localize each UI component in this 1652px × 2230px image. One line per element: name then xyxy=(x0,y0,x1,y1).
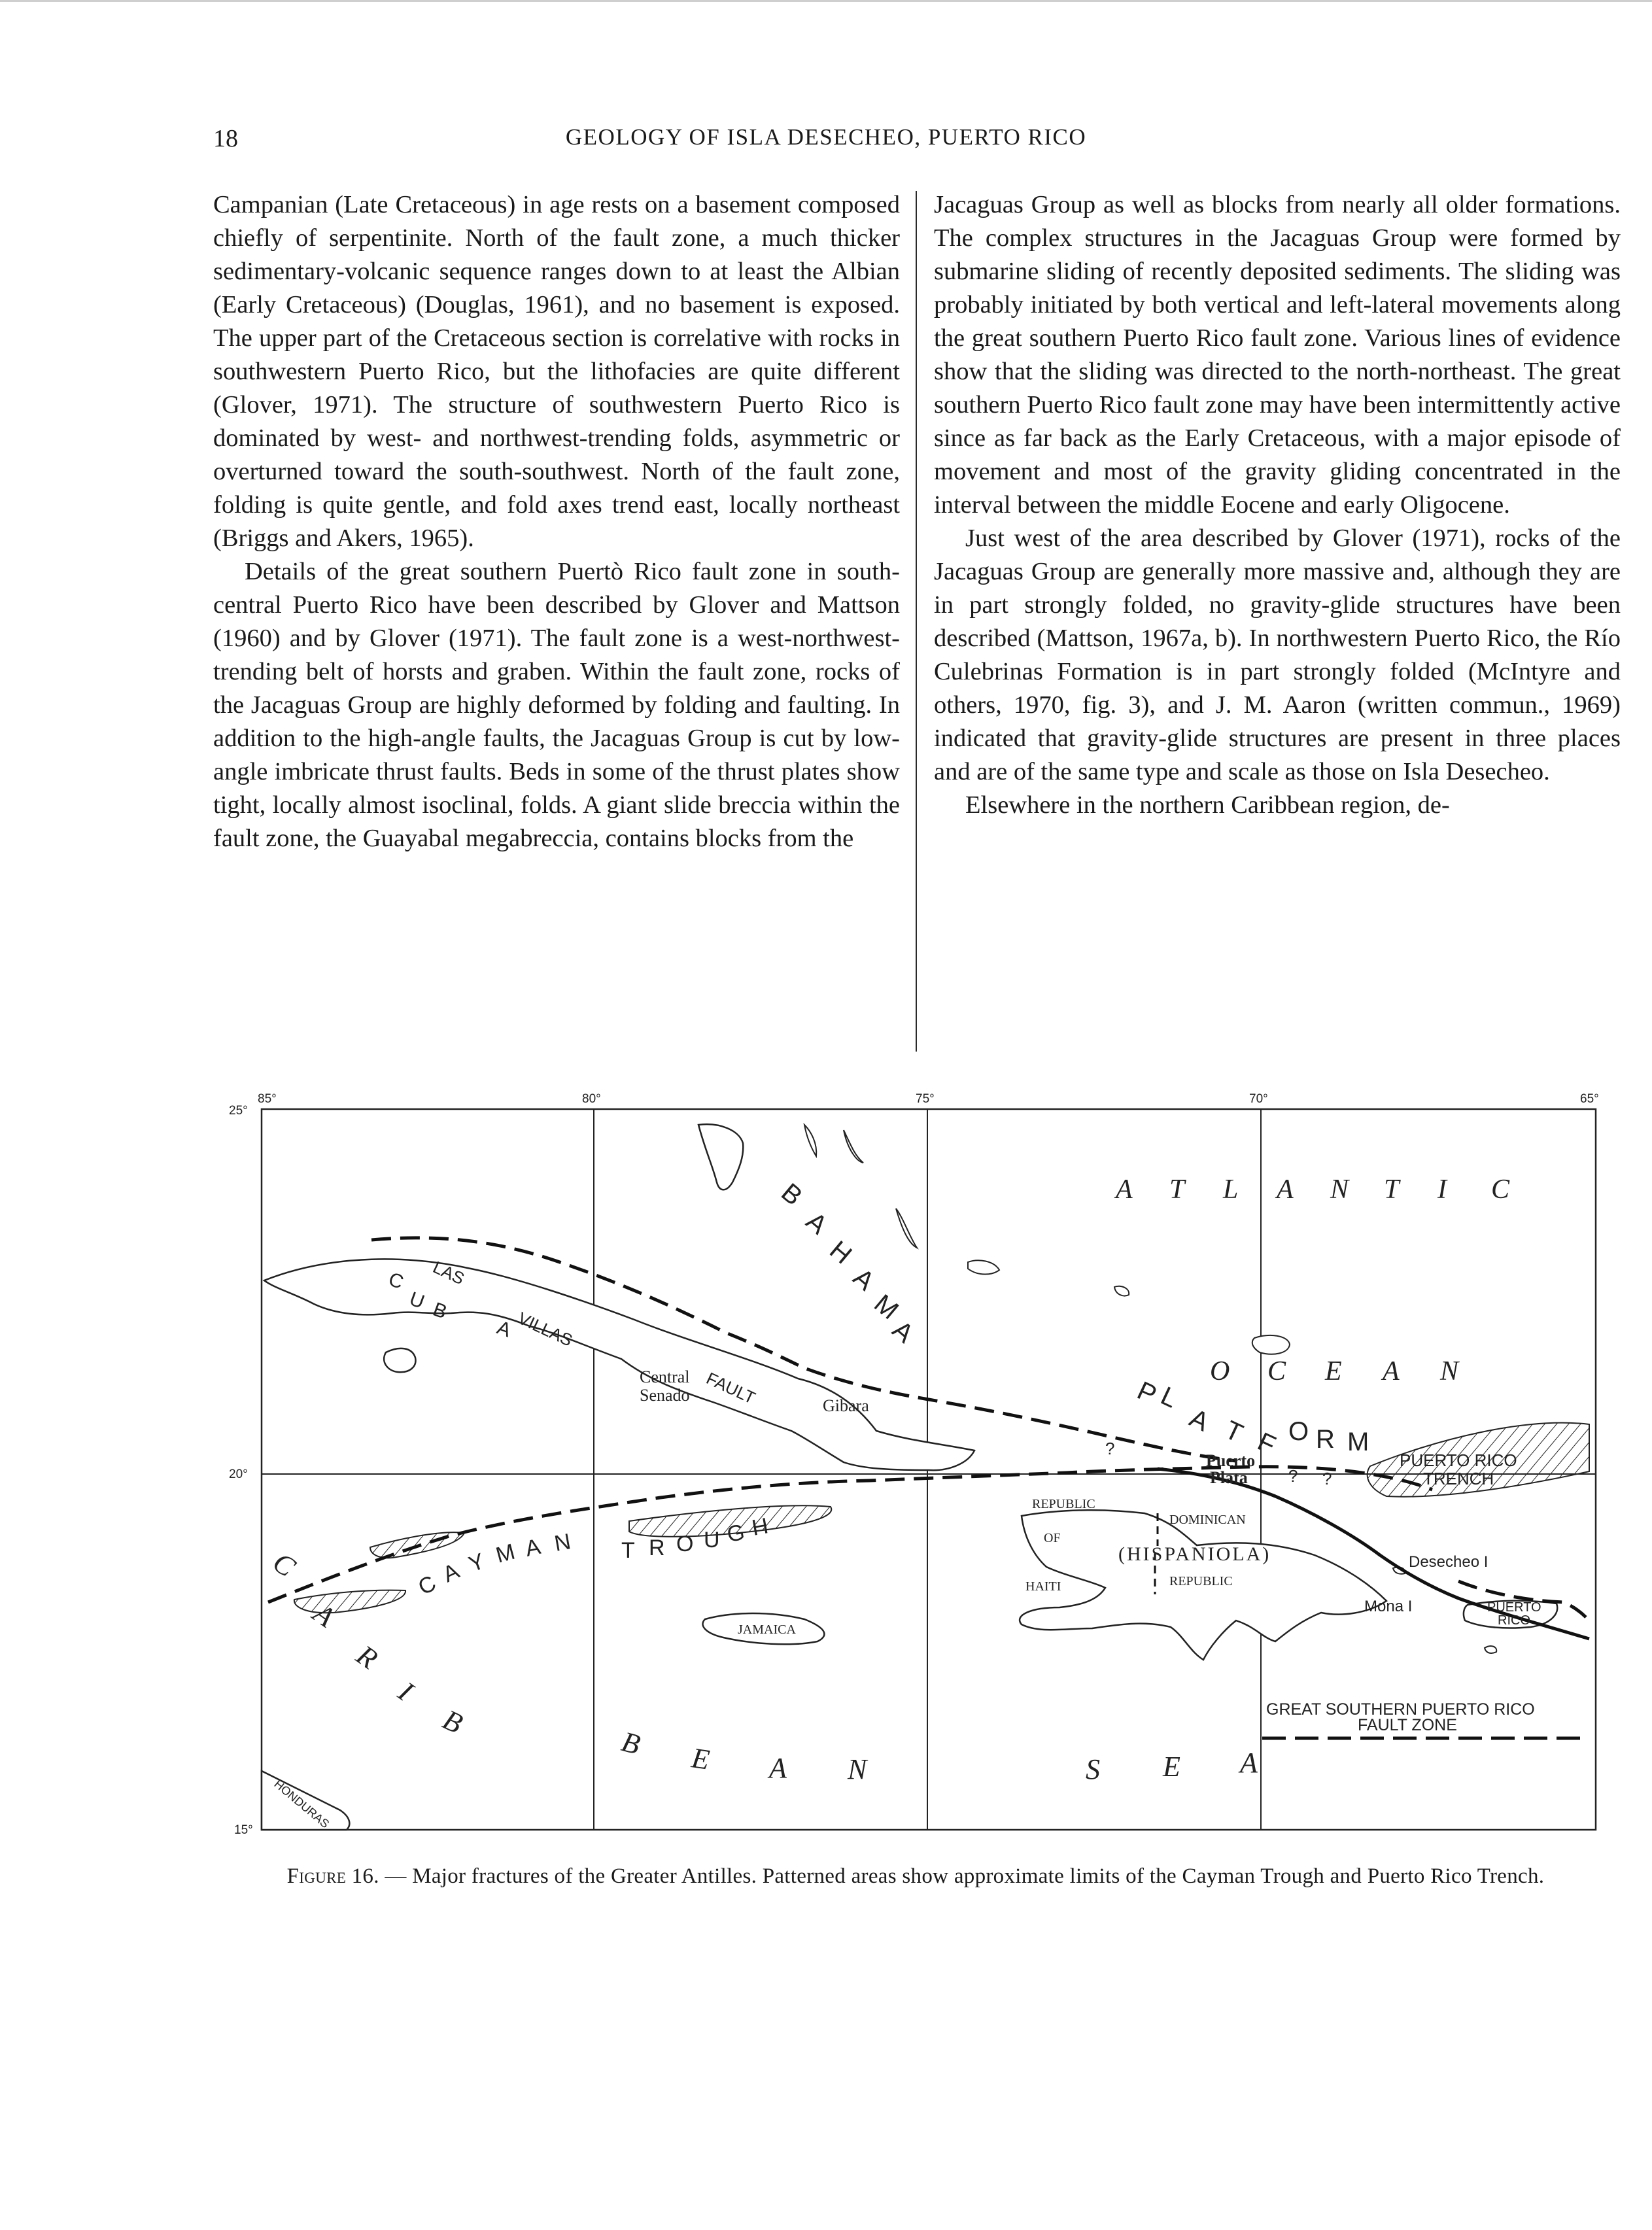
atlantic-letter-c: C xyxy=(1491,1175,1510,1205)
mona-island xyxy=(1485,1646,1496,1653)
puerto-rico-label-2: RICO xyxy=(1498,1613,1530,1628)
atlantic-letter-l: L xyxy=(1223,1175,1239,1205)
caribbean-letter-n: N xyxy=(848,1753,867,1785)
isle-of-youth xyxy=(384,1348,415,1372)
caribbean-letter-r: R xyxy=(351,1639,384,1675)
ocean-letter-e: E xyxy=(1325,1356,1342,1386)
left-column xyxy=(213,188,900,855)
cuba-letter-b: B xyxy=(430,1298,450,1324)
hispaniola-label: (HISPANIOLA) xyxy=(1118,1543,1271,1565)
running-head: GEOLOGY OF ISLA DESECHEO, PUERTO RICO xyxy=(565,124,1087,150)
bahama-letter-a2: A xyxy=(848,1263,880,1297)
ocean-letter-c: C xyxy=(1267,1356,1286,1386)
lon-80: 80° xyxy=(582,1092,601,1106)
bahama-island-2 xyxy=(844,1130,863,1163)
sea-letter-a: A xyxy=(1240,1747,1258,1779)
trough-letter-g: G xyxy=(725,1519,747,1547)
atlantic-letter-i: I xyxy=(1437,1175,1447,1205)
query-mark-3: ? xyxy=(1322,1469,1332,1488)
right-column xyxy=(934,188,1621,822)
villas-label: VILLAS xyxy=(515,1308,576,1350)
caribbean-letter-a: A xyxy=(307,1597,341,1634)
lon-75: 75° xyxy=(916,1092,935,1106)
figure-caption xyxy=(216,1861,1615,1891)
sea-letter-e: E xyxy=(1163,1751,1180,1783)
gibara-label: Gibara xyxy=(823,1396,869,1415)
cuba-letter-a: A xyxy=(494,1316,514,1342)
honduras-label: HONDURAS xyxy=(271,1777,332,1831)
trough-letter-h: H xyxy=(749,1513,770,1541)
atlantic-letter-t1: T xyxy=(1169,1175,1185,1205)
platform-letter-o: O xyxy=(1288,1417,1309,1446)
fault-label: FAULT xyxy=(703,1368,759,1408)
bahama-letter-b: B xyxy=(776,1178,808,1212)
caribbean-letter-i: I xyxy=(392,1675,419,1707)
platform-letter-m: M xyxy=(1347,1428,1369,1456)
lon-65: 65° xyxy=(1580,1092,1599,1106)
bahama-letter-h: H xyxy=(824,1235,857,1270)
trough-letter-r: R xyxy=(649,1535,665,1560)
right-paragraph-2: Just west of the area described by Glover (1971), rocks of the Jacaguas Group are generally more massive and, although they are in part strongly folded, no gravity-glide structures have been described (Mattson, 1967a, b). In northwestern Puerto Rico, the Río Culebrinas Formation is in part strongly folded (McIntyre and others, 1970, fig. 3), and J. M. Aaron (written commun., 1969) indicated that gravity-glide structures are present in three places and are of the same type and scale as those on Isla Desecheo. xyxy=(934,524,1621,785)
lat-25: 25° xyxy=(229,1104,248,1118)
platform-letter-p: P xyxy=(1133,1376,1161,1410)
caribbean-letter-a2: A xyxy=(769,1752,787,1784)
figure-16-map xyxy=(216,1084,1613,1847)
ocean-letter-a: A xyxy=(1383,1356,1400,1386)
central-label: Central xyxy=(640,1367,690,1386)
haiti-label: HAITI xyxy=(1025,1579,1061,1594)
atlantic-letter-a2: A xyxy=(1277,1175,1294,1205)
cayman-letter-n: N xyxy=(552,1529,573,1556)
bahama-letter-a1: A xyxy=(800,1207,833,1241)
cayman-letter-a2: A xyxy=(523,1534,543,1562)
platform-letter-t: T xyxy=(1220,1415,1247,1449)
left-paragraph-1: Campanian (Late Cretaceous) in age rests on a basement composed chiefly of serpentinite. North of the fault zone, a much thicker sedimentary-volcanic sequence ranges down to at least the Albian (Early Cretaceous) (Douglas, 1961), and no basement is exposed. The upper part of the Cretaceous section is correlative with rocks in southwestern Puerto Rico, but the lithofacies are quite different (Glover, 1971). The structure of southwestern Puerto Rico is dominated by west- and northwest-trending folds, asymmetric or overturned toward the south-southwest. North of the fault zone, folding is quite gentle, and fold axes trend east, locally northeast (Briggs and Akers, 1965). xyxy=(213,191,900,552)
caicos-island xyxy=(1252,1335,1290,1354)
lat-15: 15° xyxy=(234,1823,253,1837)
bahama-letter-a3: A xyxy=(887,1315,919,1349)
left-paragraph-2: Details of the great southern Puertò Rico fault zone in south-central Puerto Rico have been described by Glover and Mattson (1960) and by Glover (1971). The fault zone is a west-northwest-trending belt of horsts and graben. Within the fault zone, rocks of the Jacaguas Group are highly deformed by folding and faulting. In addition to the high-angle faults, the Jacaguas Group is cut by low-angle imbricate thrust faults. Beds in some of the thrust plates show tight, locally almost isoclinal, folds. A giant slide breccia within the fault zone, the Guayabal megabreccia, contains blocks from the xyxy=(213,558,900,852)
query-mark-1: ? xyxy=(1105,1439,1115,1458)
figure-label: Figure 16. xyxy=(286,1864,379,1888)
cayman-trough-area-west xyxy=(294,1590,405,1613)
trough-letter-o: O xyxy=(676,1532,694,1556)
right-paragraph-1: Jacaguas Group as well as blocks from nearly all older formations. The complex structures in the Jacaguas Group were formed by submarine sliding of recently deposited sediments. The sliding was probably initiated by both vertical and left-lateral movements along the great southern Puerto Rico fault zone. Various lines of evidence show that the sliding was directed to the north-northeast. The great southern Puerto Rico fault zone may have been intermittently active since as far back as the Early Cretaceous, with a major episode of movement and most of the gravity gliding concentrated in the interval between the middle Eocene and early Oligocene. xyxy=(934,191,1621,519)
lon-70: 70° xyxy=(1249,1092,1268,1106)
cuba-letter-u: U xyxy=(406,1288,428,1313)
trough-letter-u: U xyxy=(704,1528,720,1552)
page-top-rule xyxy=(0,0,1652,2)
trough-letter-t: T xyxy=(621,1538,635,1563)
column-divider xyxy=(916,191,917,1052)
plata-label: Plata xyxy=(1210,1468,1248,1487)
dominican-label: DOMINICAN xyxy=(1169,1513,1246,1527)
atlantic-letter-a1: A xyxy=(1116,1175,1133,1205)
figure-caption-text: — Major fractures of the Greater Antilles. Patterned areas show approximate limits of the Cayman Trough and Puerto Rico Trench. xyxy=(385,1864,1545,1888)
andros-island xyxy=(698,1124,743,1190)
query-mark-2: ? xyxy=(1288,1466,1298,1486)
right-paragraph-3: Elsewhere in the northern Caribbean region, de- xyxy=(965,791,1450,819)
caribbean-letter-b2: B xyxy=(618,1725,644,1761)
platform-letter-a: A xyxy=(1185,1403,1213,1437)
page-number: 18 xyxy=(213,125,238,152)
platform-letter-f: F xyxy=(1253,1427,1280,1460)
ocean-letter-o: O xyxy=(1210,1356,1230,1386)
cayman-letter-y: Y xyxy=(465,1549,489,1577)
cayman-letter-c: C xyxy=(414,1570,441,1600)
sea-letter-s: S xyxy=(1086,1753,1100,1785)
bahama-island-1 xyxy=(804,1125,816,1156)
cuba xyxy=(264,1259,974,1470)
bahama-island-5 xyxy=(1114,1286,1129,1296)
bahama-island-3 xyxy=(896,1209,917,1248)
puerto-label: Puerto xyxy=(1206,1451,1256,1470)
bahama-island-4 xyxy=(968,1260,999,1274)
cayman-letter-m: M xyxy=(493,1539,518,1568)
bahama-letter-m: M xyxy=(869,1289,904,1326)
desecheo-label: Desecheo I xyxy=(1409,1553,1489,1571)
puerto-rico-label-1: PUERTO xyxy=(1487,1600,1541,1615)
platform-letter-r: R xyxy=(1316,1425,1335,1454)
ocean-letter-n: N xyxy=(1440,1356,1459,1386)
caribbean-letter-e: E xyxy=(689,1741,712,1776)
republic-right-label: REPUBLIC xyxy=(1169,1574,1233,1588)
trench-label-1: PUERTO RICO xyxy=(1400,1450,1517,1470)
jamaica-label: JAMAICA xyxy=(738,1622,796,1637)
caribbean-letter-c: C xyxy=(267,1546,301,1584)
atlantic-letter-t2: T xyxy=(1384,1175,1400,1205)
lon-85: 85° xyxy=(258,1092,277,1106)
fault-zone-label-1: GREAT SOUTHERN PUERTO RICO xyxy=(1266,1700,1535,1719)
senado-label: Senado xyxy=(640,1386,690,1405)
platform-letter-l: L xyxy=(1156,1381,1182,1414)
cayman-letter-a: A xyxy=(439,1558,463,1588)
map-svg xyxy=(216,1084,1613,1847)
of-label: OF xyxy=(1044,1531,1061,1545)
trench-label-2: TRENCH xyxy=(1423,1469,1494,1488)
lat-20: 20° xyxy=(229,1467,248,1481)
fault-zone-label-2: FAULT ZONE xyxy=(1358,1716,1457,1734)
las-label: LAS xyxy=(430,1257,468,1289)
cuba-letter-c: C xyxy=(385,1268,407,1294)
mona-label: Mona I xyxy=(1364,1598,1413,1615)
atlantic-letter-n: N xyxy=(1330,1175,1349,1205)
caribbean-letter-b1: B xyxy=(438,1703,468,1740)
republic-left-label: REPUBLIC xyxy=(1032,1497,1095,1511)
